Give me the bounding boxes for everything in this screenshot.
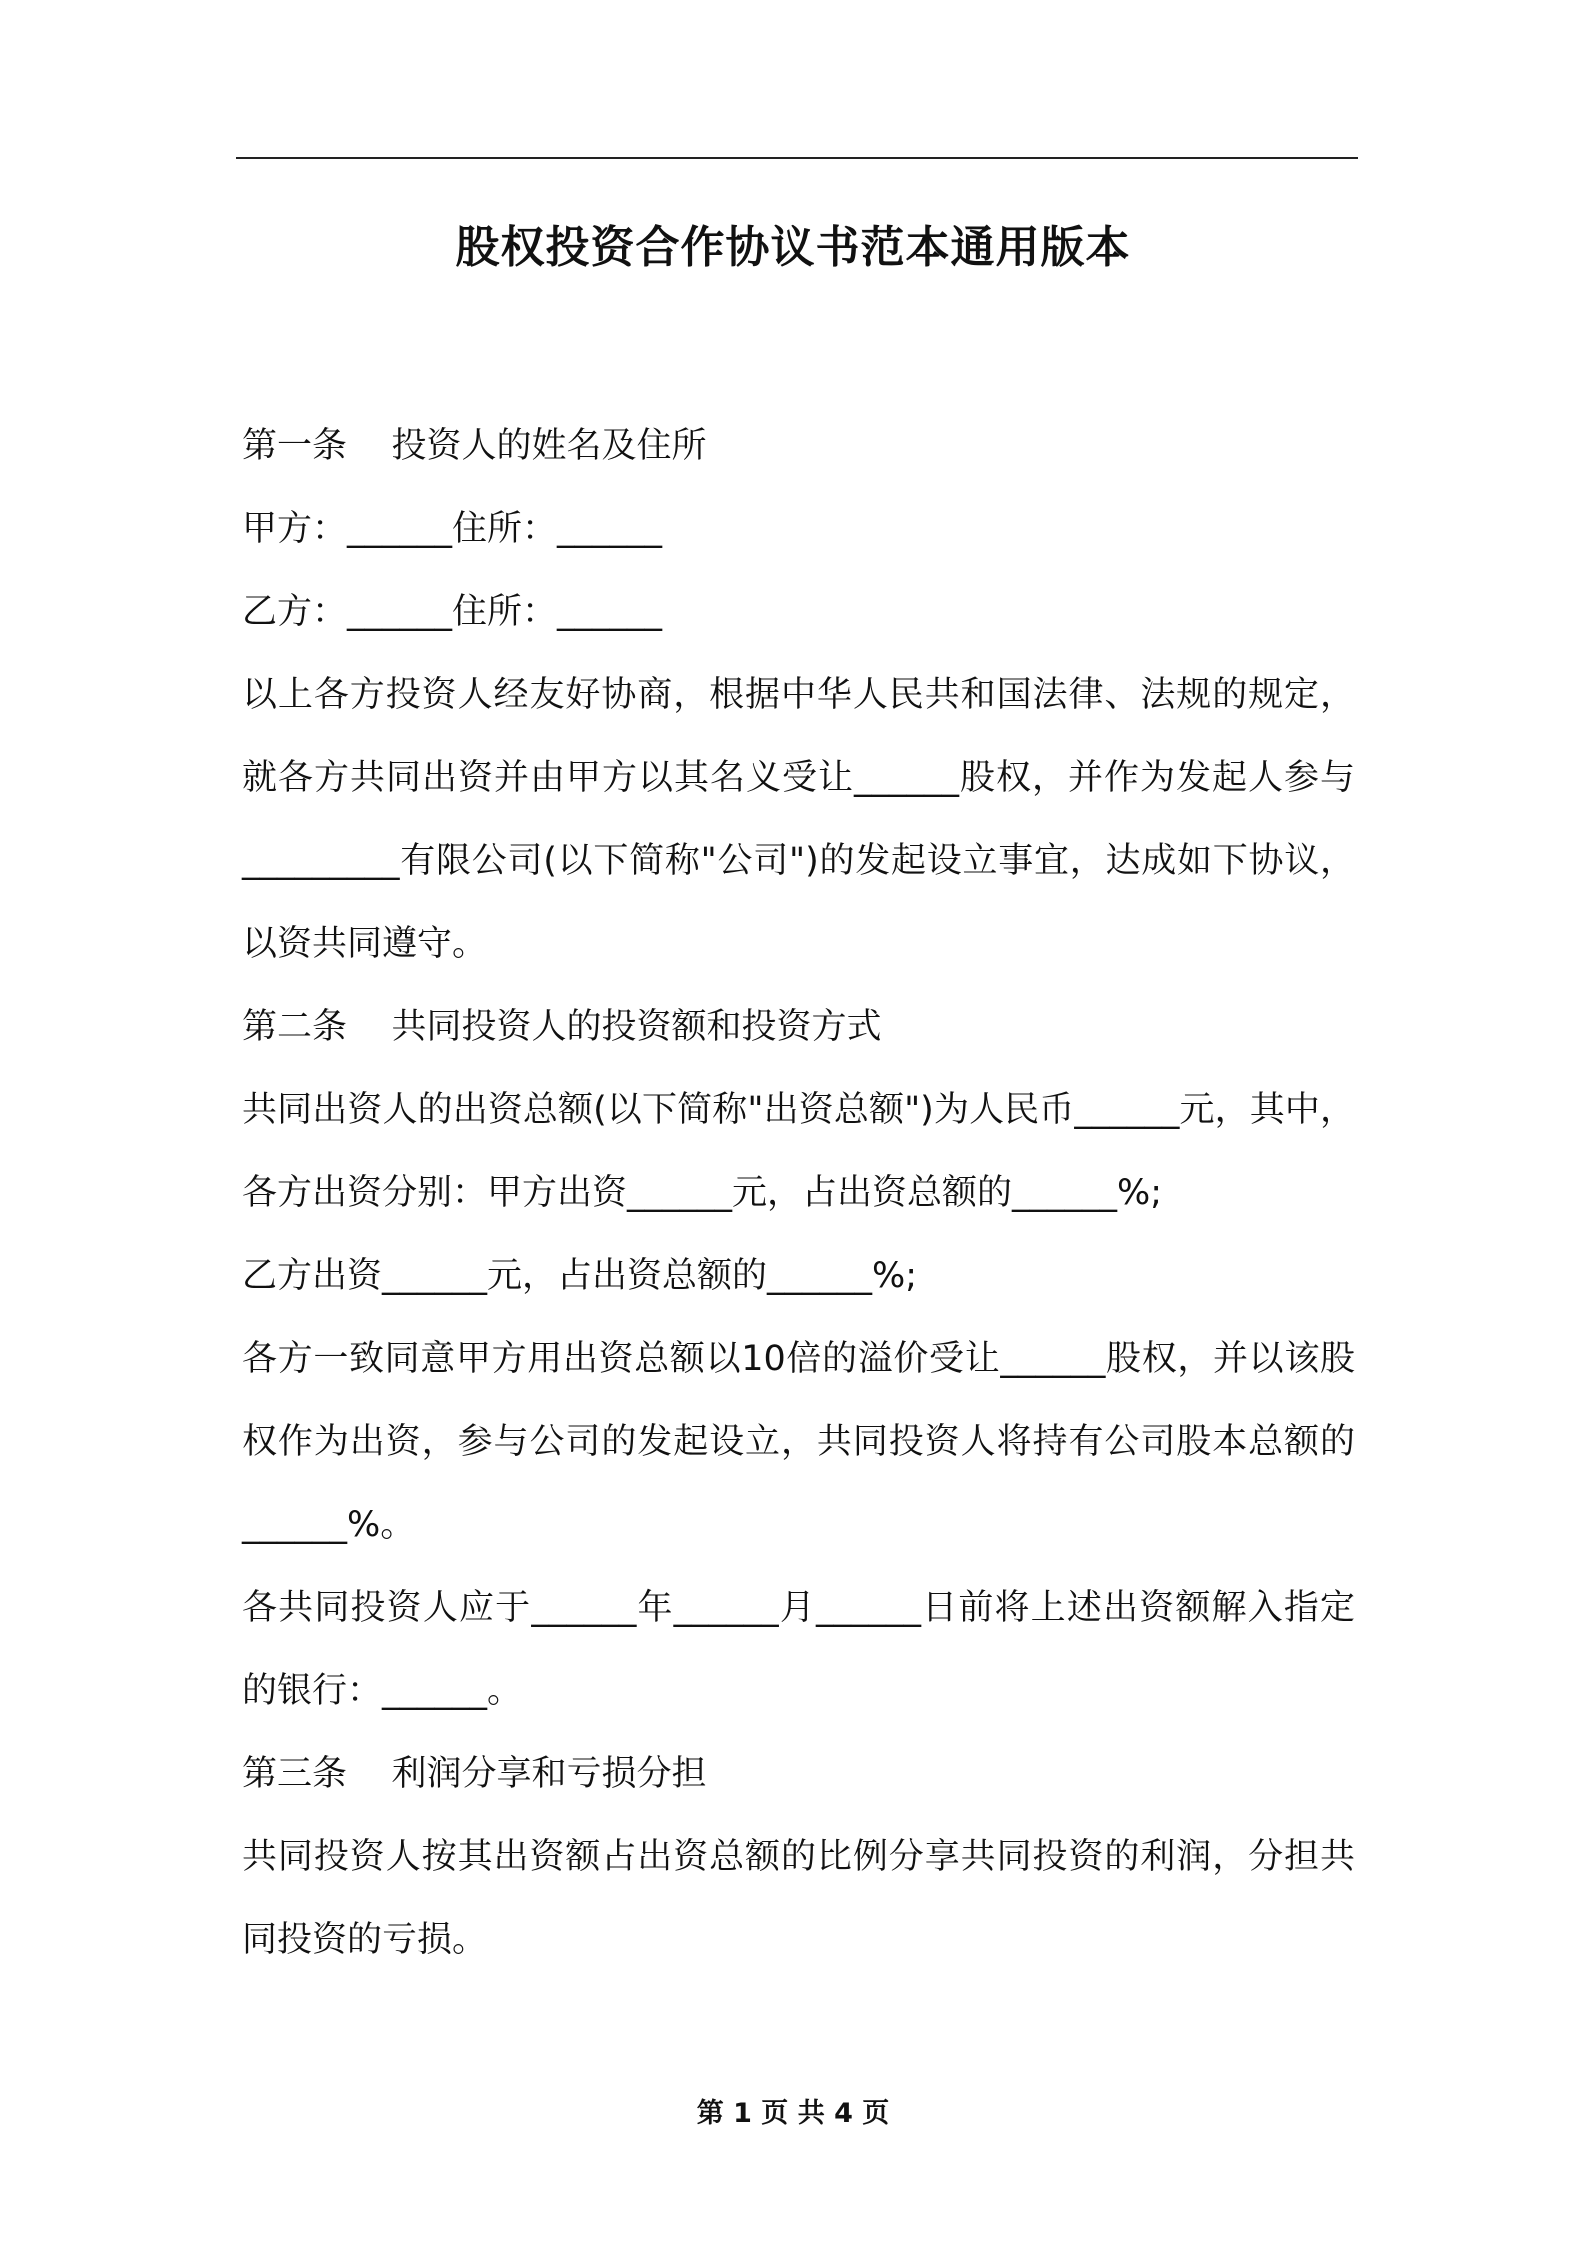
article-2-paragraph-3: 各方一致同意甲方用出资总额以10倍的溢价受让______股权，并以该股权作为出资，参与公司的发起设立，共同投资人将持有公司股本总额的______%。 [242,1339,1355,1545]
party-a-line: 甲方：______住所：______ [242,509,663,549]
article-2-heading: 第二条 共同投资人的投资额和投资方式 [242,1007,882,1047]
article-3-heading: 第三条 利润分享和亏损分担 [242,1754,707,1794]
article-2-paragraph-1: 共同出资人的出资总额(以下简称"出资总额")为人民币______元，其中，各方出资分别：甲方出资______元，占出资总额的______%; [242,1090,1355,1213]
article-1-heading: 第一条 投资人的姓名及住所 [242,426,707,466]
article-2-paragraph-2: 乙方出资______元，占出资总额的______%; [242,1256,918,1296]
article-3-paragraph: 共同投资人按其出资额占出资总额的比例分享共同投资的利润，分担共同投资的亏损。 [242,1837,1355,1960]
article-1-paragraph: 以上各方投资人经友好协商，根据中华人民共和国法律、法规的规定，就各方共同出资并由甲方以其名义受让______股权，并作为发起人参与_________有限公司(以下简称"公司")的发起设立事宜，达成如下协议，以资共同遵守。 [242,675,1355,964]
document-title: 股权投资合作协议书范本通用版本 [455,222,1131,273]
article-2-paragraph-4: 各共同投资人应于______年______月______日前将上述出资额解入指定的银行：______。 [242,1588,1355,1711]
header-rule [236,157,1358,159]
party-b-line: 乙方：______住所：______ [242,592,663,632]
page-number: 第 1 页 共 4 页 [696,2098,890,2129]
document-body [242,405,1355,1982]
